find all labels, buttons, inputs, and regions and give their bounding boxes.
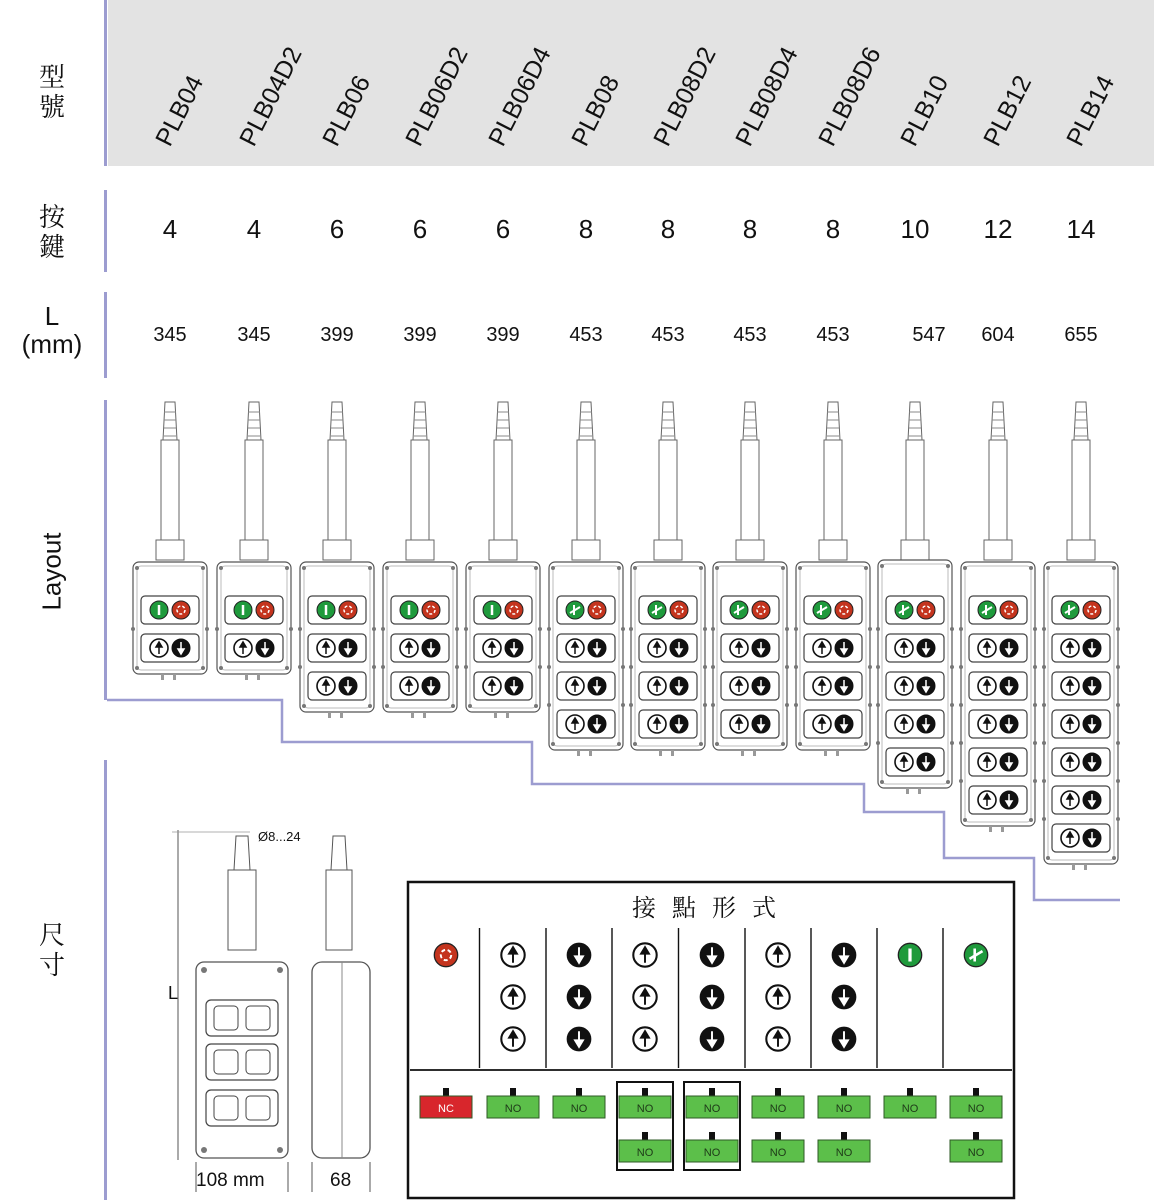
down-arrow-icon — [505, 639, 523, 657]
cable-sleeve — [1072, 440, 1090, 540]
stop-button-icon — [1000, 601, 1018, 619]
length-value: 453 — [569, 324, 603, 346]
up-arrow-icon — [1061, 639, 1079, 657]
length-value: 345 — [237, 324, 271, 346]
label-size: 尺寸 — [38, 920, 65, 980]
pendant-drawing — [711, 402, 789, 756]
cable-sleeve — [411, 440, 429, 540]
down-arrow-icon — [172, 639, 190, 657]
down-arrow-icon — [700, 1027, 723, 1050]
key-count: 14 — [1066, 214, 1096, 244]
contact-block-label: NO — [967, 1103, 985, 1115]
down-arrow-icon — [835, 639, 853, 657]
contact-table — [408, 882, 1014, 1198]
down-arrow-icon — [1000, 753, 1018, 771]
contact-block-label: NO — [901, 1103, 919, 1115]
cable-gland — [819, 540, 847, 560]
down-arrow-icon — [567, 1027, 590, 1050]
down-arrow-icon — [832, 985, 855, 1008]
cable-tip — [330, 402, 344, 440]
length-value: 604 — [981, 324, 1015, 346]
start-button-icon — [1061, 601, 1079, 619]
cable-sleeve — [328, 440, 346, 540]
up-arrow-icon — [978, 753, 996, 771]
cable-tip — [163, 402, 177, 440]
cable-gland — [984, 540, 1012, 560]
contact-block-label: NC — [438, 1103, 454, 1115]
front-button — [214, 1006, 238, 1030]
down-arrow-icon — [752, 715, 770, 733]
length-value: 453 — [816, 324, 850, 346]
key-count: 12 — [983, 214, 1013, 244]
label-keys: 按鍵 — [38, 202, 65, 262]
model-name: PLB08D6 — [813, 42, 887, 151]
key-count: 8 — [660, 214, 676, 244]
up-arrow-icon — [566, 639, 584, 657]
up-arrow-icon — [978, 715, 996, 733]
down-arrow-icon — [670, 715, 688, 733]
stop-button-icon — [670, 601, 688, 619]
up-arrow-icon — [1061, 677, 1079, 695]
start-button-icon — [898, 943, 921, 966]
width-dimension-label: 108 mm — [196, 1170, 265, 1191]
stop-button-icon — [835, 601, 853, 619]
down-arrow-icon — [835, 715, 853, 733]
side-cable-tip — [331, 836, 347, 870]
start-button-icon — [978, 601, 996, 619]
down-arrow-icon — [505, 677, 523, 695]
model-name: PLB12 — [978, 70, 1038, 151]
front-cable-tip — [234, 836, 250, 870]
stop-button-icon — [172, 601, 190, 619]
model-name: PLB06D4 — [483, 42, 557, 151]
up-arrow-icon — [1061, 715, 1079, 733]
cable-gland — [572, 540, 600, 560]
cable-gland — [240, 540, 268, 560]
up-arrow-icon — [895, 677, 913, 695]
label-model: 型號 — [38, 62, 65, 122]
pendant-drawing — [381, 402, 459, 718]
cable-gland — [156, 540, 184, 560]
side-pendant-body — [312, 962, 370, 1158]
up-arrow-icon — [766, 1027, 789, 1050]
pendant-drawing — [464, 402, 542, 718]
down-arrow-icon — [752, 639, 770, 657]
start-button-icon — [648, 601, 666, 619]
length-value: 453 — [733, 324, 767, 346]
key-count: 10 — [900, 214, 930, 244]
down-arrow-icon — [1083, 639, 1101, 657]
model-name: PLB10 — [895, 70, 955, 151]
front-cable-sleeve — [228, 870, 256, 950]
down-arrow-icon — [1083, 829, 1101, 847]
stop-button-icon — [588, 601, 606, 619]
stop-button-icon — [422, 601, 440, 619]
down-arrow-icon — [835, 677, 853, 695]
start-button-icon — [400, 601, 418, 619]
stop-button-icon — [1083, 601, 1101, 619]
contact-block-label: NO — [835, 1147, 853, 1159]
model-name: PLB06D2 — [400, 42, 474, 151]
up-arrow-icon — [766, 985, 789, 1008]
cable-gland — [406, 540, 434, 560]
start-button-icon — [730, 601, 748, 619]
down-arrow-icon — [917, 753, 935, 771]
up-arrow-icon — [813, 639, 831, 657]
contact-block-label: NO — [504, 1103, 522, 1115]
pendant-drawing — [215, 402, 293, 680]
cable-tip — [743, 402, 757, 440]
down-arrow-icon — [700, 985, 723, 1008]
up-arrow-icon — [150, 639, 168, 657]
cable-sleeve — [741, 440, 759, 540]
down-arrow-icon — [917, 639, 935, 657]
stop-button-icon — [256, 601, 274, 619]
up-arrow-icon — [1061, 829, 1079, 847]
length-value: 655 — [1064, 324, 1098, 346]
label-layout: Layout — [36, 532, 67, 611]
start-button-icon — [483, 601, 501, 619]
up-arrow-icon — [501, 985, 524, 1008]
down-arrow-icon — [339, 677, 357, 695]
pendant-drawing — [131, 402, 209, 680]
length-value: 399 — [320, 324, 354, 346]
model-name: PLB08D2 — [648, 42, 722, 151]
cable-tip — [826, 402, 840, 440]
pendant-drawing — [876, 402, 954, 794]
down-arrow-icon — [700, 943, 723, 966]
down-arrow-icon — [588, 639, 606, 657]
cable-sleeve — [906, 440, 924, 540]
down-arrow-icon — [422, 639, 440, 657]
stop-button-icon — [434, 943, 457, 966]
cable-tip — [661, 402, 675, 440]
key-count: 6 — [495, 214, 511, 244]
down-arrow-icon — [422, 677, 440, 695]
contact-block-label: NO — [703, 1147, 721, 1159]
stop-button-icon — [752, 601, 770, 619]
up-arrow-icon — [1061, 791, 1079, 809]
l-dimension-label: L — [168, 983, 179, 1003]
start-button-icon — [895, 601, 913, 619]
down-arrow-icon — [1083, 715, 1101, 733]
down-arrow-icon — [917, 715, 935, 733]
cable-diameter-label: Ø8...24 — [258, 829, 301, 844]
cable-sleeve — [577, 440, 595, 540]
cable-sleeve — [989, 440, 1007, 540]
up-arrow-icon — [978, 677, 996, 695]
up-arrow-icon — [400, 677, 418, 695]
down-arrow-icon — [832, 1027, 855, 1050]
pendant-drawing — [1042, 402, 1120, 870]
cable-tip — [413, 402, 427, 440]
up-arrow-icon — [633, 1027, 656, 1050]
down-arrow-icon — [1000, 715, 1018, 733]
cable-tip — [496, 402, 510, 440]
cable-gland — [323, 540, 351, 560]
dimension-drawing — [172, 830, 370, 1192]
down-arrow-icon — [567, 985, 590, 1008]
contact-block-label: NO — [570, 1103, 588, 1115]
up-arrow-icon — [317, 639, 335, 657]
cable-sleeve — [161, 440, 179, 540]
key-count: 6 — [412, 214, 428, 244]
down-arrow-icon — [588, 715, 606, 733]
contact-block-label: NO — [769, 1147, 787, 1159]
pendant-drawing — [298, 402, 376, 718]
down-arrow-icon — [567, 943, 590, 966]
up-arrow-icon — [648, 677, 666, 695]
up-arrow-icon — [483, 639, 501, 657]
down-arrow-icon — [1083, 753, 1101, 771]
up-arrow-icon — [978, 639, 996, 657]
key-count: 8 — [825, 214, 841, 244]
model-name: PLB14 — [1061, 70, 1121, 151]
cable-sleeve — [824, 440, 842, 540]
key-count: 4 — [246, 214, 262, 244]
contact-table-title: 接點形式 — [632, 895, 792, 922]
model-name: PLB08 — [566, 70, 626, 151]
up-arrow-icon — [317, 677, 335, 695]
down-arrow-icon — [752, 677, 770, 695]
cable-gland — [1067, 540, 1095, 560]
contact-block-label: NO — [703, 1103, 721, 1115]
up-arrow-icon — [895, 639, 913, 657]
up-arrow-icon — [730, 715, 748, 733]
cable-gland — [736, 540, 764, 560]
up-arrow-icon — [501, 1027, 524, 1050]
cable-gland — [654, 540, 682, 560]
cable-tip — [908, 402, 922, 440]
length-value: 547 — [912, 324, 946, 346]
start-button-icon — [317, 601, 335, 619]
key-count: 6 — [329, 214, 345, 244]
side-cable-sleeve — [326, 870, 352, 950]
contact-block-label: NO — [769, 1103, 787, 1115]
down-arrow-icon — [832, 943, 855, 966]
cable-gland — [901, 540, 929, 560]
cable-tip — [247, 402, 261, 440]
contact-block-label: NO — [967, 1147, 985, 1159]
length-value: 399 — [403, 324, 437, 346]
up-arrow-icon — [895, 753, 913, 771]
cable-sleeve — [494, 440, 512, 540]
front-button — [246, 1050, 270, 1074]
pendant-drawing — [547, 402, 625, 756]
front-button — [246, 1096, 270, 1120]
down-arrow-icon — [1000, 677, 1018, 695]
cable-tip — [991, 402, 1005, 440]
length-value: 399 — [486, 324, 520, 346]
down-arrow-icon — [1083, 791, 1101, 809]
label-length: L (mm) — [21, 301, 83, 359]
contact-block-label: NO — [835, 1103, 853, 1115]
down-arrow-icon — [1000, 639, 1018, 657]
down-arrow-icon — [339, 639, 357, 657]
down-arrow-icon — [1083, 677, 1101, 695]
down-arrow-icon — [670, 639, 688, 657]
start-button-icon — [566, 601, 584, 619]
start-button-icon — [964, 943, 987, 966]
up-arrow-icon — [566, 715, 584, 733]
key-count: 4 — [162, 214, 178, 244]
up-arrow-icon — [895, 715, 913, 733]
cable-sleeve — [245, 440, 263, 540]
down-arrow-icon — [256, 639, 274, 657]
front-button — [214, 1050, 238, 1074]
up-arrow-icon — [730, 677, 748, 695]
start-button-icon — [234, 601, 252, 619]
front-button — [214, 1096, 238, 1120]
up-arrow-icon — [978, 791, 996, 809]
up-arrow-icon — [633, 943, 656, 966]
cable-gland — [489, 540, 517, 560]
model-name: PLB06 — [317, 70, 377, 151]
up-arrow-icon — [648, 639, 666, 657]
model-name: PLB08D4 — [730, 42, 804, 151]
up-arrow-icon — [1061, 753, 1079, 771]
depth-dimension-label: 68 — [330, 1170, 352, 1191]
up-arrow-icon — [766, 943, 789, 966]
cable-sleeve — [659, 440, 677, 540]
down-arrow-icon — [1000, 791, 1018, 809]
start-button-icon — [150, 601, 168, 619]
stop-button-icon — [917, 601, 935, 619]
up-arrow-icon — [730, 639, 748, 657]
up-arrow-icon — [633, 985, 656, 1008]
pendant-drawing — [629, 402, 707, 756]
contact-block-label: NO — [636, 1147, 654, 1159]
length-value: 345 — [153, 324, 187, 346]
down-arrow-icon — [588, 677, 606, 695]
model-name: PLB04 — [150, 70, 210, 151]
up-arrow-icon — [400, 639, 418, 657]
stop-button-icon — [339, 601, 357, 619]
start-button-icon — [813, 601, 831, 619]
pendant-drawing — [794, 402, 872, 756]
key-count: 8 — [578, 214, 594, 244]
model-name: PLB04D2 — [234, 42, 308, 151]
pendant-drawing — [959, 402, 1037, 832]
length-value: 453 — [651, 324, 685, 346]
up-arrow-icon — [648, 715, 666, 733]
contact-block-label: NO — [636, 1103, 654, 1115]
up-arrow-icon — [483, 677, 501, 695]
cable-tip — [579, 402, 593, 440]
up-arrow-icon — [234, 639, 252, 657]
up-arrow-icon — [501, 943, 524, 966]
front-button — [246, 1006, 270, 1030]
down-arrow-icon — [917, 677, 935, 695]
stop-button-icon — [505, 601, 523, 619]
up-arrow-icon — [813, 715, 831, 733]
cable-tip — [1074, 402, 1088, 440]
down-arrow-icon — [670, 677, 688, 695]
up-arrow-icon — [813, 677, 831, 695]
up-arrow-icon — [566, 677, 584, 695]
key-count: 8 — [742, 214, 758, 244]
